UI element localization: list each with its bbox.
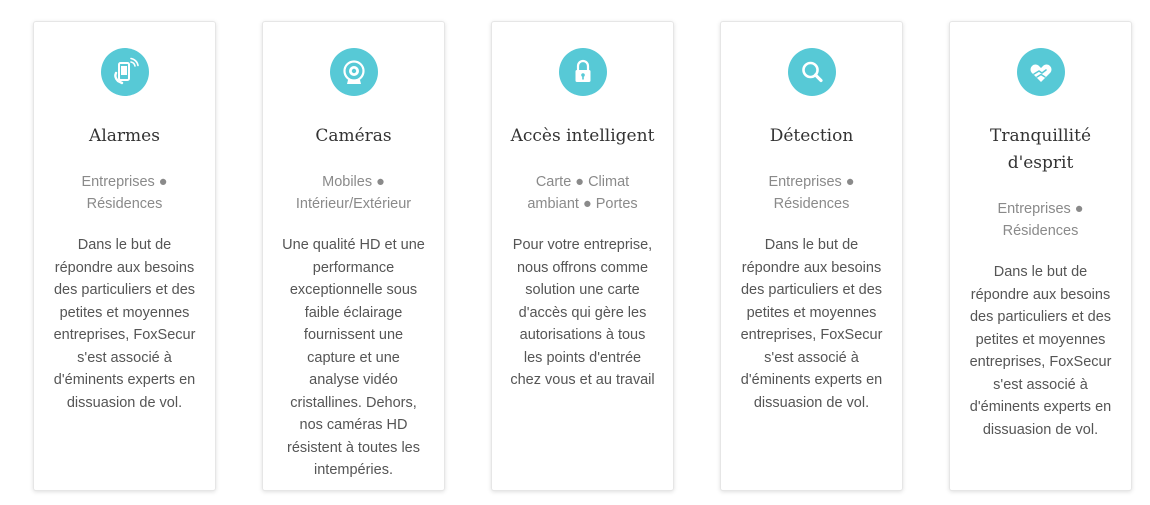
card-title-line: Caméras <box>315 126 392 146</box>
card-title-line: Accès intelligent <box>510 126 655 146</box>
card-description-line: dissuasion de vol. <box>66 394 183 411</box>
service-card-tranquillite <box>949 21 1132 491</box>
search-icon <box>788 48 836 96</box>
heart-hand-icon <box>1017 48 1065 96</box>
card-subtitle-line: Résidences <box>86 196 163 212</box>
card-description-line: nos caméras HD <box>299 417 408 433</box>
service-card-alarmes <box>33 21 216 491</box>
card-subtitle <box>48 171 201 215</box>
card-subtitle-line: Carte ● Climat <box>535 174 630 190</box>
card-description-line: nous offrons comme <box>516 259 649 276</box>
card-title <box>42 123 207 150</box>
card-description-line: des particuliers et des <box>53 282 196 298</box>
card-description-line: s'est associé à <box>993 376 1088 393</box>
card-title-line: Tranquillité <box>989 126 1092 146</box>
card-subtitle-line: ambiant ● Portes <box>527 196 638 212</box>
service-card-acces-intelligent <box>491 21 674 491</box>
card-description-line: Dans le but de <box>764 237 859 253</box>
card-description-line: performance <box>312 259 395 276</box>
card-description <box>273 234 434 482</box>
card-description-line: petites et moyennes <box>975 331 1106 348</box>
card-subtitle-line: Mobiles ● <box>322 174 385 190</box>
card-description-line: Dans le but de <box>77 237 172 253</box>
card-description-line: exceptionnelle sous <box>289 282 418 298</box>
mobile-alarm-icon <box>101 48 149 96</box>
card-description-line: résistent à toutes les <box>287 439 420 456</box>
card-subtitle-line: Entreprises ● <box>768 174 855 190</box>
card-title-line: Alarmes <box>89 126 160 146</box>
card-description-line: d'éminents experts en <box>740 372 883 388</box>
card-description-line: cristallines. Dehors, <box>290 394 417 411</box>
card-subtitle <box>506 171 659 215</box>
card-description-line: des particuliers et des <box>969 309 1112 325</box>
card-description-line: petites et moyennes <box>59 304 190 321</box>
lock-icon <box>559 48 607 96</box>
card-subtitle <box>277 171 430 215</box>
card-title <box>271 123 436 150</box>
card-description <box>960 261 1121 441</box>
service-card-detection <box>720 21 903 491</box>
card-description-line: fournissent une <box>303 327 404 343</box>
card-description-line: répondre aux besoins <box>741 259 882 276</box>
card-description-line: les points d'entrée <box>523 349 642 366</box>
card-description-line: solution une carte <box>525 282 640 298</box>
card-title <box>500 123 665 150</box>
card-subtitle-line: Entreprises ● <box>81 174 168 190</box>
card-subtitle-line: Résidences <box>1002 223 1079 239</box>
card-description-line: s'est associé à <box>764 349 859 366</box>
card-description <box>731 234 892 414</box>
card-subtitle <box>964 198 1117 242</box>
card-description-line: Dans le but de <box>993 264 1088 280</box>
camera-icon <box>330 48 378 96</box>
card-description-line: entreprises, FoxSecur <box>969 354 1112 370</box>
card-description-line: Pour votre entreprise, <box>512 237 653 253</box>
card-description-line: entreprises, FoxSecur <box>740 327 883 343</box>
card-description <box>502 234 663 392</box>
card-description-line: intempéries. <box>314 462 393 478</box>
card-description-line: petites et moyennes <box>746 304 877 321</box>
card-description-line: faible éclairage <box>304 304 403 321</box>
card-title-line: d'esprit <box>1007 153 1074 173</box>
card-title <box>729 123 894 150</box>
card-description-line: chez vous et au travail <box>510 372 655 388</box>
card-description-line: répondre aux besoins <box>54 259 195 276</box>
card-description-line: autorisations à tous <box>519 327 646 343</box>
card-title-line: Détection <box>769 126 854 146</box>
card-description-line: s'est associé à <box>77 349 172 366</box>
card-description-line: d'accès qui gère les <box>518 304 647 321</box>
card-description-line: analyse vidéo <box>309 372 398 388</box>
card-description-line: d'éminents experts en <box>53 372 196 388</box>
card-subtitle <box>735 171 888 215</box>
card-description-line: d'éminents experts en <box>969 399 1112 415</box>
service-card-cameras <box>262 21 445 491</box>
card-subtitle-line: Entreprises ● <box>997 201 1084 217</box>
card-description <box>44 234 205 414</box>
card-description-line: répondre aux besoins <box>970 286 1111 303</box>
card-subtitle-line: Intérieur/Extérieur <box>295 196 412 212</box>
card-description-line: capture et une <box>307 349 400 366</box>
card-description-line: dissuasion de vol. <box>753 394 870 411</box>
card-description-line: des particuliers et des <box>740 282 883 298</box>
card-title <box>958 123 1123 177</box>
card-description-line: Une qualité HD et une <box>282 237 425 253</box>
card-description-line: entreprises, FoxSecur <box>53 327 196 343</box>
card-subtitle-line: Résidences <box>773 196 850 212</box>
card-description-line: dissuasion de vol. <box>982 421 1099 438</box>
